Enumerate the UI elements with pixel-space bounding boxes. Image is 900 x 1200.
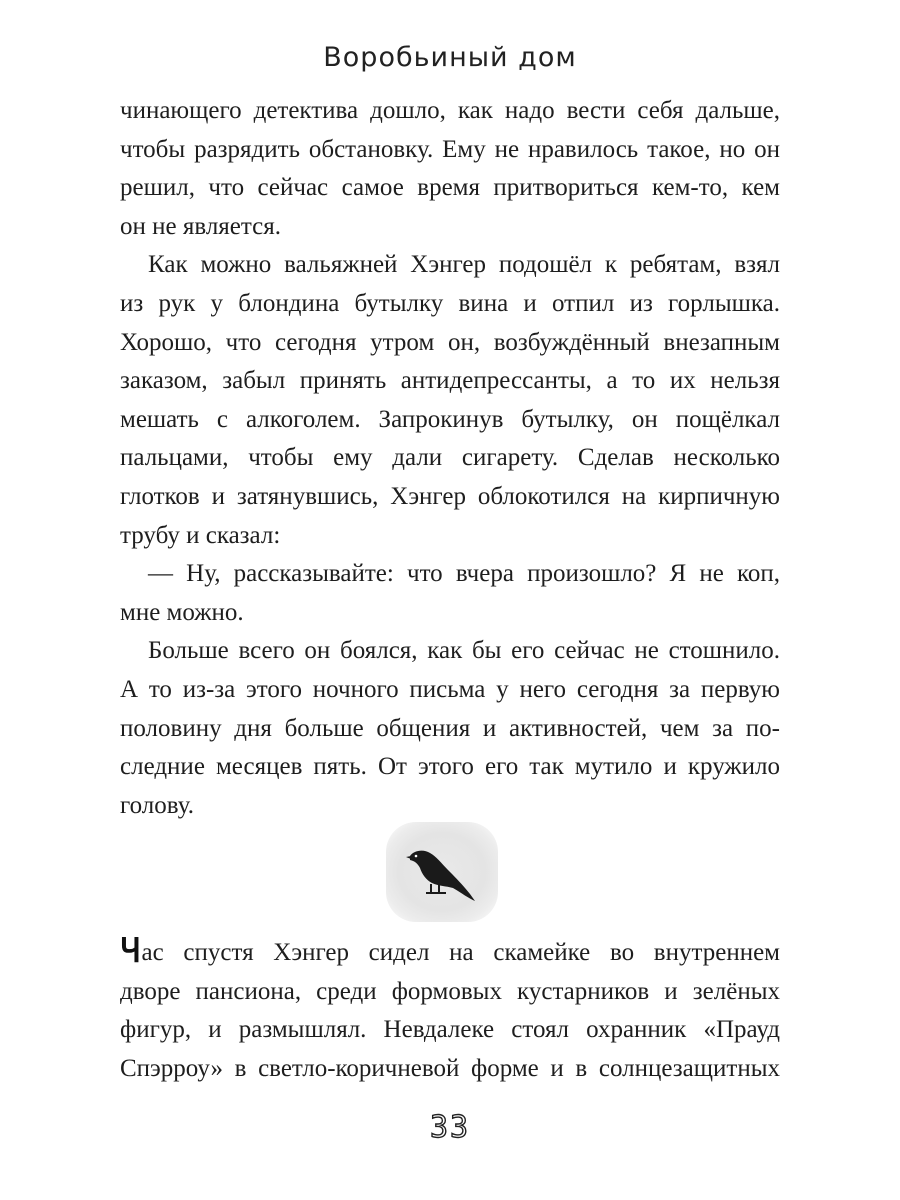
sparrow-eye <box>415 855 418 858</box>
sparrow-icon <box>386 822 498 922</box>
text-line: Больше всего он боялся, как бы его сейчас не стошнило. <box>148 637 780 665</box>
text-line: А то из-за этого ночного письма у него сегодня за первую <box>120 675 780 703</box>
text-line: мешать с алкоголем. Запрокинув бутылку, он пощёлкал <box>120 405 780 433</box>
text-line: глотков и затянувшись, Хэнгер облокотился на кирпичную <box>120 482 780 510</box>
text-line: — Ну, рассказывайте: что вчера произошло? Я не коп, <box>148 560 780 588</box>
text-block-upper <box>120 92 780 825</box>
text-line: половину дня больше общения и активностей, чем за по- <box>120 714 780 742</box>
text-block-lower <box>120 931 780 1088</box>
text-line: голову. <box>120 791 194 819</box>
text-line: дворе пансиона, среди формовых кустарников и зелёных <box>120 977 780 1005</box>
text-line: мне можно. <box>120 598 244 626</box>
text-line: трубу и сказал: <box>120 521 281 549</box>
text-line: чинающего детектива дошло, как надо вести себя дальше, <box>120 97 780 124</box>
text-line-rest: ас спустя Хэнгер сидел на скамейке во внутреннем <box>141 939 780 966</box>
text-line <box>120 931 780 973</box>
drop-cap: Ч <box>120 931 141 971</box>
text-line: следние месяцев пять. От этого его так мутило и кружило <box>120 753 780 781</box>
sparrow-silhouette <box>406 851 475 901</box>
text-line: заказом, забыл принять антидепрессанты, а то их нельзя <box>120 367 780 395</box>
text-line: пальцами, чтобы ему дали сигарету. Сделав несколько <box>120 444 780 472</box>
page-number: 33 <box>429 1110 471 1145</box>
paragraph <box>120 555 780 632</box>
paragraph <box>120 246 780 555</box>
text-line: решил, что сейчас самое время притвориться кем-то, кем <box>120 174 780 202</box>
text-line: Спэрроу» в светло-коричневой форме и в солнцезащитных <box>120 1054 780 1082</box>
text-line: из рук у блондина бутылку вина и отпил из горлышка. <box>120 289 780 317</box>
text-line: Как можно вальяжней Хэнгер подошёл к ребятам, взял <box>148 251 780 279</box>
running-title: Воробьиный дом <box>323 42 577 73</box>
paragraph <box>120 931 780 1088</box>
paragraph <box>120 92 780 246</box>
paragraph <box>120 632 780 825</box>
text-line: фигур, и размышлял. Невдалеке стоял охранник «Прауд <box>120 1016 780 1044</box>
text-line: Хорошо, что сегодня утром он, возбуждённый внезапным <box>120 328 780 356</box>
text-line: чтобы разрядить обстановку. Ему не нравилось такое, но он <box>120 135 780 163</box>
section-break-ornament <box>386 822 498 922</box>
text-line: он не является. <box>120 212 281 240</box>
